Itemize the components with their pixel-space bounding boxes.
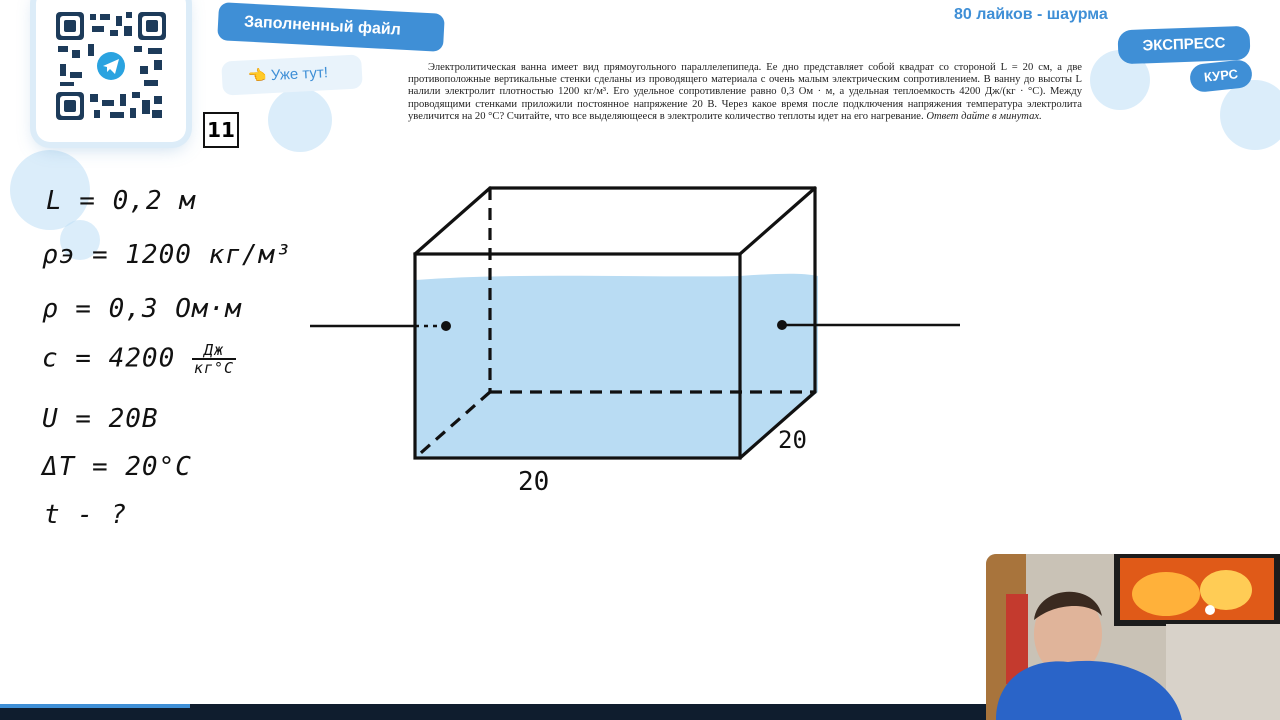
problem-statement: [408, 62, 1082, 123]
already-here-banner: 👈 Уже тут!: [221, 54, 363, 95]
right-electrode-contact: [777, 320, 787, 330]
badge-top-pill: ЭКСПРЕСС: [1117, 26, 1250, 65]
given-density: ρэ = 1200 кг/м³: [42, 240, 292, 270]
electrolyte-fill: [416, 274, 818, 458]
video-frame: [986, 554, 1280, 720]
express-course-badge[interactable]: [1118, 28, 1254, 100]
given-resistivity: ρ = 0,3 Ом·м: [42, 294, 242, 324]
heat-capacity-units: [192, 342, 236, 376]
width-label: 20: [518, 467, 550, 497]
given-temperature-change: ΔT = 20°C: [42, 452, 192, 482]
problem-number-box: 11: [203, 112, 239, 148]
problem-statement-text: Электролитическая ванна имеет вид прямоугольного параллелепипеда. Ее дно представляет собой квадрат со стороной L = 20 см, а две противоположные вертикальные стенки сделаны из проводящего материала с очень малым электрическим сопротивлением. В ванну до высоты L налили электролит плотностью 1200 кг/м³. Его удельное сопротивление равно 0,3 Ом · м, а удельная теплоемкость 4200 Дж/(кг · °С). Между проводящими стенками приложили постоянное напряжение 20 В. Через какое время после подключения напряжения температура электролита увеличится на 20 °С? Считайте, что все выделяющееся в электролите количество теплоты идет на его нагревание.: [408, 62, 1082, 122]
qr-code-card[interactable]: [36, 0, 186, 142]
given-heat-capacity-value: c = 4200: [42, 343, 176, 374]
filled-file-banner[interactable]: Заполненный файл: [217, 2, 445, 52]
given-length: L = 0,2 м: [46, 186, 196, 216]
answer-note: Ответ дайте в минутах.: [926, 110, 1042, 122]
bath-diagram: [300, 180, 980, 500]
qr-code-icon: [54, 10, 168, 122]
bottom-bar-accent: [0, 704, 190, 708]
given-heat-capacity: [42, 342, 236, 376]
depth-label: 20: [778, 426, 807, 454]
given-voltage: U = 20В: [42, 404, 159, 434]
left-electrode-contact: [441, 321, 451, 331]
given-unknown-time: t - ?: [44, 500, 128, 530]
units-denominator: кг°C: [193, 359, 235, 377]
units-numerator: Дж: [192, 342, 236, 360]
instructor-video[interactable]: [986, 554, 1280, 720]
badge-bottom-pill: КУРС: [1189, 59, 1254, 93]
decor-bubble: [268, 88, 332, 152]
likes-label: 80 лайков - шаурма: [954, 6, 1108, 23]
